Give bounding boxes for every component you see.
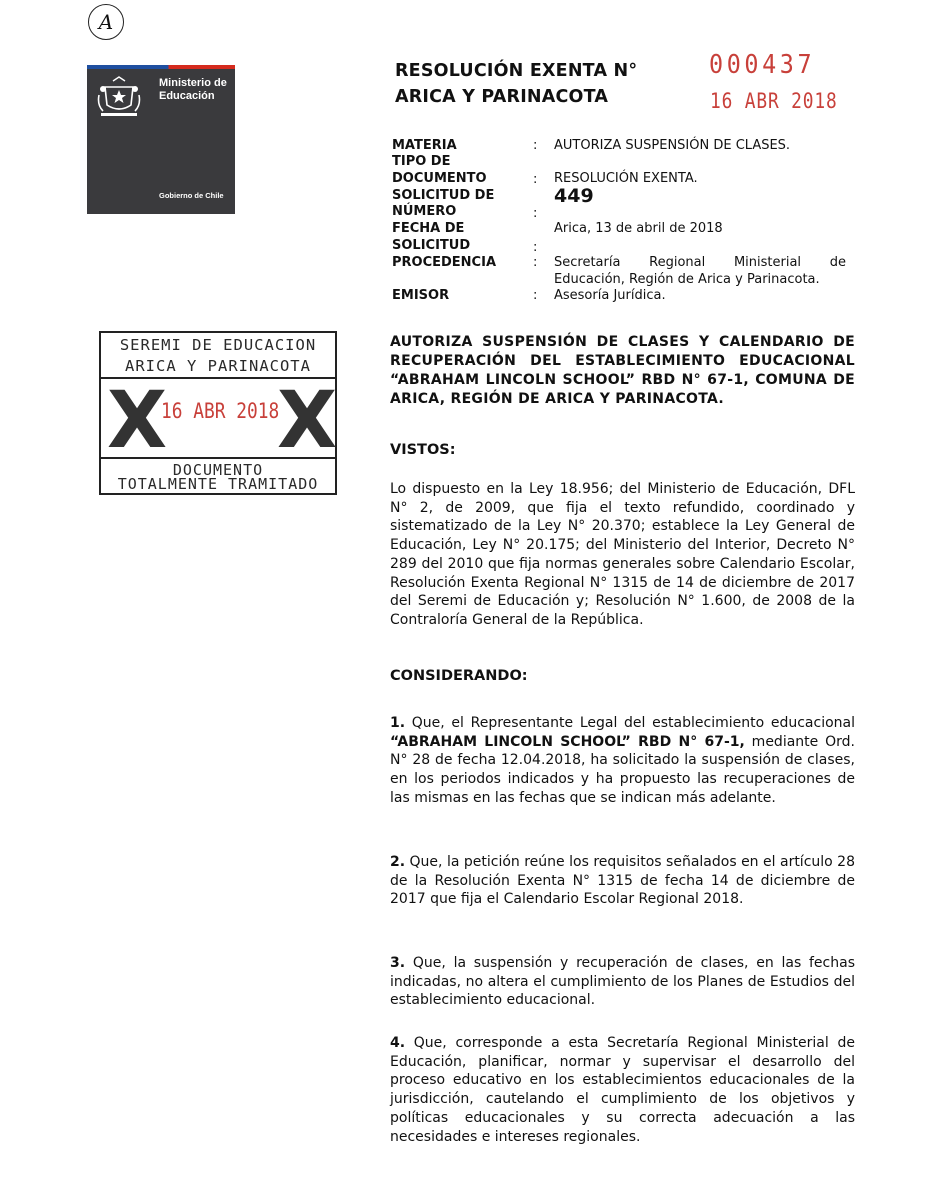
meta-colon: : xyxy=(533,288,538,303)
considerando-paragraph-4 xyxy=(390,1034,855,1146)
ministry-logo xyxy=(87,65,235,214)
considerando-paragraph-2 xyxy=(390,853,855,909)
stamp-office: SEREMI DE EDUCACION xyxy=(119,336,317,354)
solicitud-label-2: NÚMERO xyxy=(392,204,457,219)
procedencia-label: PROCEDENCIA xyxy=(392,255,496,270)
solicitud-number: 449 xyxy=(554,185,594,207)
paragraph-text: Que, corresponde a esta Secretaría Regional Ministerial de Educación, planificar, normar y supervisar el desarrollo del proceso educativo en los establecimientos educacionales de la jurisdicción, cautelando el cumplimiento de los objetivos y políticas educacionales y su correcta adecuación a las necesidades e intereses regionales. xyxy=(390,1035,855,1145)
meta-colon: : xyxy=(533,240,538,255)
resolution-date-stamp: 16 ABR 2018 xyxy=(710,89,838,113)
meta-colon: : xyxy=(533,255,538,270)
processed-document-stamp xyxy=(99,331,337,495)
coat-of-arms-icon xyxy=(95,75,143,119)
considerando-heading: CONSIDERANDO: xyxy=(390,668,528,684)
resolution-title xyxy=(395,58,637,110)
paragraph-text: mediante Ord. N° 28 de fecha 12.04.2018, ha solicitado la suspensión de clases, en los periodos indicados y ha propuesto las recuperaciones de las mismas en las fechas que se indican más adelante. xyxy=(390,733,855,806)
government-name: Gobierno de Chile xyxy=(159,191,224,200)
meta-colon: : xyxy=(533,206,538,221)
vistos-text: Lo dispuesto en la Ley 18.956; del Ministerio de Educación, DFL N° 2, de 2009, que fija el texto refundido, coordinado y sistematizado de la Ley N° 20.370; establece la Ley General de Educación, Ley N° 20.175; del Ministerio del Interior, Decreto N° 289 del 2010 que fija normas generales sobre Calendario Escolar, Resolución Exenta Regional N° 1315 de 14 de diciembre de 2017 del Seremi de Educación y; Resolución N° 1.600, de 2008 de la Contraloría General de la República. xyxy=(390,481,855,628)
emisor-value: Asesoría Jurídica. xyxy=(554,288,666,303)
tipo-label-2: DOCUMENTO xyxy=(392,171,487,186)
considerando-paragraph-3 xyxy=(390,954,855,1010)
meta-colon: : xyxy=(533,138,538,153)
resolution-subject: AUTORIZA SUSPENSIÓN DE CLASES Y CALENDARIO DE RECUPERACIÓN DEL ESTABLECIMIENTO EDUCACIONAL “ABRAHAM LINCOLN SCHOOL” RBD N° 67-1, COMUNA DE ARICA, REGIÓN DE ARICA Y PARINACOTA. xyxy=(390,334,855,407)
procedencia-value: Secretaría Regional Ministerial de Educación, Región de Arica y Parinacota. xyxy=(554,255,846,287)
fecha-value: Arica, 13 de abril de 2018 xyxy=(554,221,723,236)
paragraph-number: 4. xyxy=(390,1035,406,1051)
handwritten-circle-mark xyxy=(88,4,124,40)
tipo-label-1: TIPO DE xyxy=(392,154,451,169)
vistos-heading: VISTOS: xyxy=(390,442,456,458)
meta-colon: : xyxy=(533,172,538,187)
solicitud-label-1: SOLICITUD DE xyxy=(392,188,495,203)
paragraph-number: 2. xyxy=(390,854,406,870)
stamp-x-mark-right: X xyxy=(277,376,338,466)
stamp-document-label: DOCUMENTO xyxy=(101,457,335,479)
materia-label: MATERIA xyxy=(392,138,457,153)
fecha-label-1: FECHA DE xyxy=(392,221,465,236)
stamp-region: ARICA Y PARINACOTA xyxy=(101,357,335,379)
paragraph-number: 1. xyxy=(390,715,406,731)
title-line-2: ARICA Y PARINACOTA xyxy=(395,87,609,107)
paragraph-number: 3. xyxy=(390,955,406,971)
school-name: “ABRAHAM LINCOLN SCHOOL” RBD N° 67-1, xyxy=(390,733,745,750)
resolution-number-stamp: 000437 xyxy=(709,50,816,80)
materia-value: AUTORIZA SUSPENSIÓN DE CLASES. xyxy=(554,138,791,153)
paragraph-text: Que, el Representante Legal del establecimiento educacional xyxy=(405,715,855,731)
stamp-x-mark-left: X xyxy=(107,376,168,466)
emisor-label: EMISOR xyxy=(392,288,450,303)
stamp-date: 16 ABR 2018 xyxy=(161,399,280,423)
stamp-status: TOTALMENTE TRAMITADO xyxy=(117,475,319,493)
corner-mark-letter: A xyxy=(98,10,114,34)
tipo-value: RESOLUCIÓN EXENTA. xyxy=(554,171,698,186)
flag-band xyxy=(87,65,235,69)
paragraph-text: Que, la petición reúne los requisitos señalados en el artículo 28 de la Resolución Exenta N° 1315 de fecha 14 de diciembre de 2017 que fija el Calendario Escolar Regional 2018. xyxy=(390,854,855,908)
title-line-1: RESOLUCIÓN EXENTA N° xyxy=(395,61,638,81)
fecha-label-2: SOLICITUD xyxy=(392,238,471,253)
considerando-paragraph-1 xyxy=(390,714,855,808)
paragraph-text: Que, la suspensión y recuperación de clases, en las fechas indicadas, no altera el cumplimiento de los Planes de Estudios del establecimiento educacional. xyxy=(390,955,855,1009)
ministry-name: Ministerio de Educación xyxy=(159,77,227,102)
